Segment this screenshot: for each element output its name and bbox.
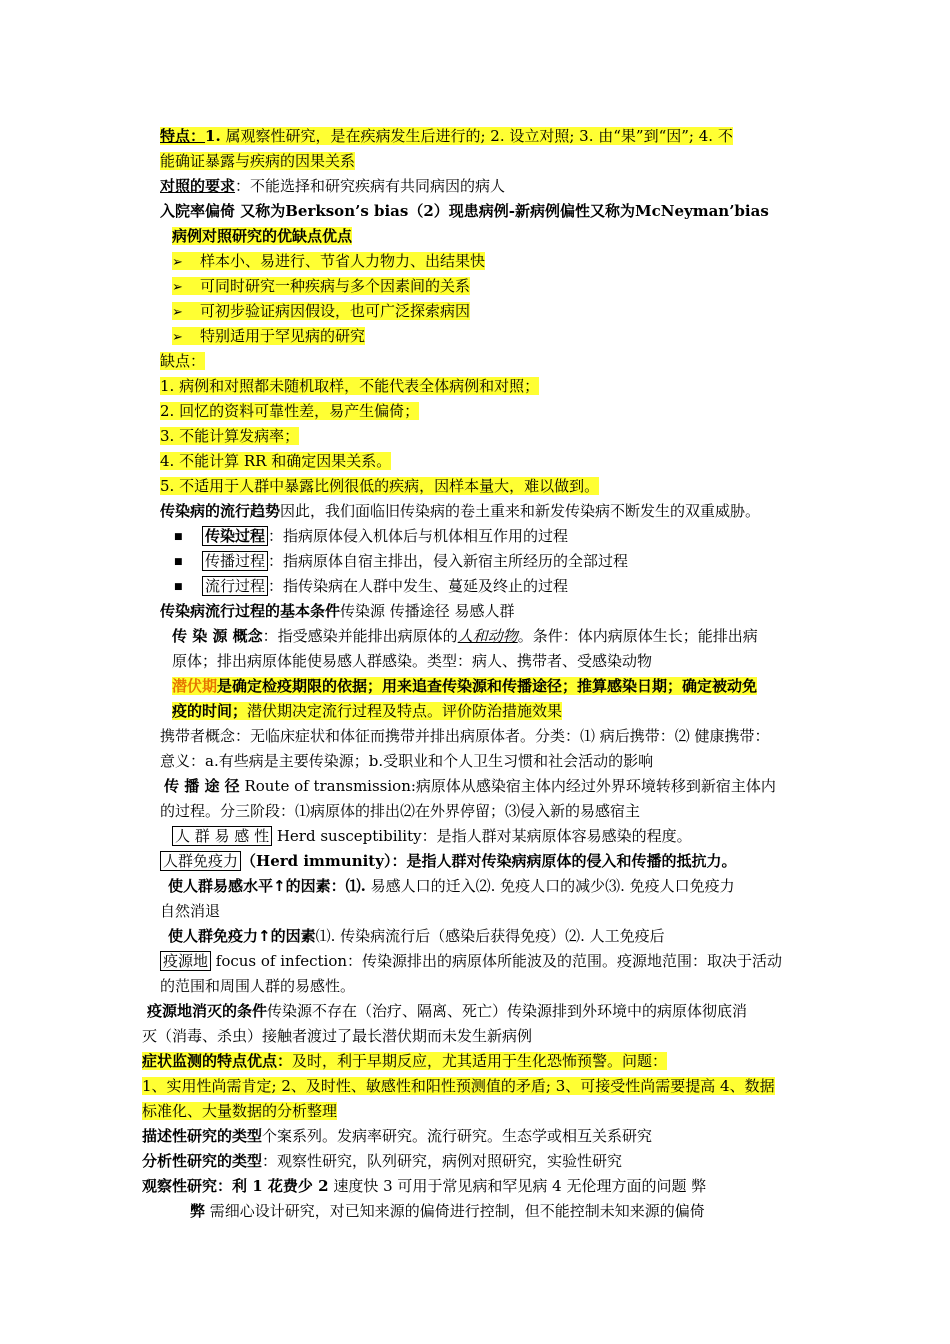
- infection-source-line-1: 传 染 源 概念：指受感染并能排出病原体的人和动物。条件：体内病原体生长；能排出病: [172, 627, 758, 645]
- basic-conditions-line: 传染病流行过程的基本条件传染源 传播途径 易感人群: [160, 602, 515, 620]
- arrow-bullet-icon: ➢: [172, 330, 183, 345]
- cons-item: 2. 回忆的资料可靠性差，易产生偏倚；: [160, 402, 420, 420]
- process-item: ■ 传染过程 ：指病原体侵入机体后与机体相互作用的过程: [160, 524, 820, 548]
- observational-study-line-1: 观察性研究：利 1 花费少 2 速度快 3 可用于常见病和罕见病 4 无伦理方面的问题 弊: [142, 1177, 707, 1195]
- susceptibility-factors-line-2: 自然消退: [160, 902, 221, 920]
- observational-study-line-2: 弊 需细心设计研究，对已知来源的偏倚进行控制，但不能控制未知来源的偏倚: [190, 1202, 705, 1220]
- square-bullet-icon: ■: [174, 557, 183, 567]
- elimination-line-1: 疫源地消灭的条件传染源不存在（治疗、隔离、死亡）传染源排到外环境中的病原体彻底消: [147, 1002, 748, 1020]
- incubation-line-2: 疫的时间；潜伏期决定流行过程及特点。评价防治措施效果: [172, 702, 563, 720]
- elimination-line-2: 灭（消毒、杀虫）接触者渡过了最长潜伏期而未发生新病例: [142, 1027, 533, 1045]
- route-line-2: 的过程。分三阶段：⑴病原体的排出⑵在外界停留；⑶侵入新的易感宿主: [160, 802, 641, 820]
- cons-item: 4. 不能计算 RR 和确定因果关系。: [160, 452, 392, 470]
- herd-susceptibility-line: 人 群 易 感 性 Herd susceptibility：是指人群对某病原体容易感染的程度。: [172, 824, 832, 848]
- pros-title: 病例对照研究的优缺点优点: [172, 227, 353, 245]
- infection-source-line-2: 原体；排出病原体能使易感人群感染。类型：病人、携带者、受感染动物: [172, 652, 653, 670]
- cons-item: 1. 病例和对照都未随机取样，不能代表全体病例和对照；: [160, 377, 540, 395]
- pros-item: ➢ 可初步验证病因假设，也可广泛探索病因: [172, 299, 832, 323]
- cons-item: 3. 不能计算发病率；: [160, 427, 300, 445]
- susceptibility-factors-line-1: 使人群易感水平↑的因素：⑴. 易感人口的迁入⑵. 免疫人口的减少⑶. 免疫人口免疫力: [168, 877, 735, 895]
- square-bullet-icon: ■: [174, 582, 183, 592]
- characteristics-line-1: 特点：1. 属观察性研究，是在疾病发生后进行的; 2. 设立对照; 3. 由“果”到“因”; 4. 不: [160, 127, 733, 145]
- carrier-line-2: 意义：a.有些病是主要传染源；b.受职业和个人卫生习惯和社会活动的影响: [160, 752, 654, 770]
- focus-line-2: 的范围和周围人群的易感性。: [160, 977, 356, 995]
- symptom-surveillance-line-1: 症状监测的特点优点：及时，利于早期反应，尤其适用于生化恐怖预警。问题：: [142, 1052, 668, 1070]
- process-item: ■ 流行过程 ：指传染病在人群中发生、蔓延及终止的过程: [160, 574, 820, 598]
- arrow-bullet-icon: ➢: [172, 255, 183, 270]
- cons-item: 5. 不适用于人群中暴露比例很低的疾病，因样本量大，难以做到。: [160, 477, 600, 495]
- process-item: ■ 传播过程 ：指病原体自宿主排出，侵入新宿主所经历的全部过程: [160, 549, 820, 573]
- descriptive-study-line: 描述性研究的类型个案系列。发病率研究。流行研究。生态学或相互关系研究: [142, 1127, 653, 1145]
- symptom-surveillance-line-2: 1、实用性尚需肯定; 2、及时性、敏感性和阳性预测值的矛盾; 3、可接受性尚需要提高 4、数据: [142, 1077, 775, 1095]
- admission-bias-line: 入院率偏倚 又称为Berkson’s bias（2）现患病例-新病例偏性又称为McNeyman’bias: [160, 202, 769, 220]
- immunity-factors-line: 使人群免疫力↑的因素⑴. 传染病流行后（感染后获得免疫）⑵. 人工免疫后: [168, 927, 665, 945]
- characteristics-line-2: 能确证暴露与疾病的因果关系: [160, 152, 356, 170]
- analytic-study-line: 分析性研究的类型：观察性研究，队列研究，病例对照研究，实验性研究: [142, 1152, 623, 1170]
- symptom-surveillance-line-3: 标准化、大量数据的分析整理: [142, 1102, 338, 1120]
- carrier-line-1: 携带者概念：无临床症状和体征而携带并排出病原体者。分类：⑴ 病后携带：⑵ 健康携带：: [160, 727, 770, 745]
- arrow-bullet-icon: ➢: [172, 280, 183, 295]
- incubation-line-1: 潜伏期是确定检疫期限的依据；用来追查传染源和传播途径；推算感染日期；确定被动免: [172, 677, 758, 695]
- route-line-1: 传 播 途 径 Route of transmission:病原体从感染宿主体内经过外界环境转移到新宿主体内: [164, 777, 776, 795]
- focus-line-1: 疫源地 focus of infection：传染源排出的病原体所能波及的范围。疫源地范围：取决于活动: [160, 949, 820, 973]
- cons-title: 缺点：: [160, 352, 206, 370]
- pros-item: ➢ 特别适用于罕见病的研究: [172, 324, 832, 348]
- pros-item: ➢ 可同时研究一种疾病与多个因素间的关系: [172, 274, 832, 298]
- square-bullet-icon: ■: [174, 532, 183, 542]
- epidemic-trend-line: 传染病的流行趋势因此，我们面临旧传染病的卷土重来和新发传染病不断发生的双重威胁。: [160, 502, 761, 520]
- arrow-bullet-icon: ➢: [172, 305, 183, 320]
- control-requirement-line: 对照的要求：不能选择和研究疾病有共同病因的病人: [160, 177, 506, 195]
- pros-item: ➢ 样本小、易进行、节省人力物力、出结果快: [172, 249, 832, 273]
- herd-immunity-line: 人群免疫力 （Herd immunity）：是指人群对传染病病原体的侵入和传播的抵抗力。: [160, 849, 820, 873]
